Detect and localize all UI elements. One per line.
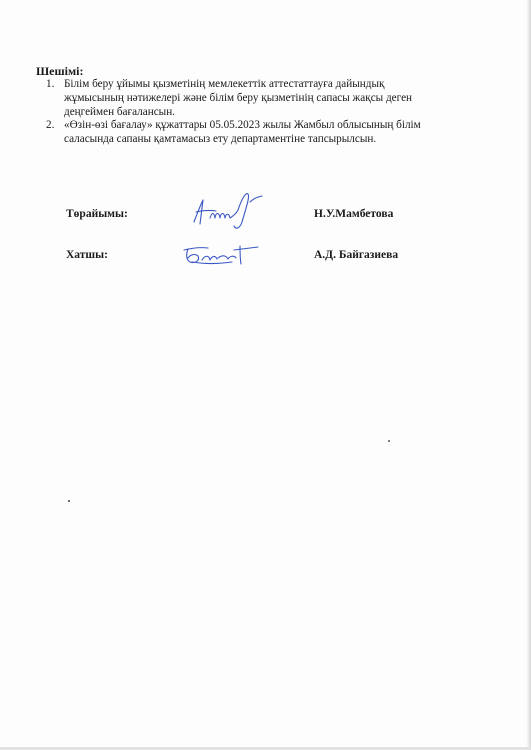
secretary-signature-row <box>0 240 531 290</box>
secretary-handwritten-signature <box>178 240 260 270</box>
page-edge-shadow <box>526 0 531 750</box>
chair-handwritten-signature <box>188 188 266 232</box>
decision-item-line: Білім беру ұйымы қызметінің мемлекеттік аттестаттауға дайындық <box>64 78 385 90</box>
decision-item <box>44 78 484 119</box>
chair-title: Төрайымы: <box>66 208 128 220</box>
decision-heading: Шешімі: <box>36 64 84 78</box>
scan-speck <box>68 500 70 502</box>
secretary-name: А.Д. Байгазиева <box>314 249 399 261</box>
decision-item-number: 1. <box>46 78 55 90</box>
secretary-title: Хатшы: <box>66 249 108 261</box>
decision-item <box>44 119 484 147</box>
decision-item-line: деңгеймен бағалансын. <box>64 105 175 118</box>
decision-item-line: жұмысының нәтижелері және білім беру қызметінің сапасы жақсы деген <box>64 91 413 104</box>
decision-item-line: «Өзін-өзі бағалау» құжаттары 05.05.2023 жылы Жамбыл облысының білім <box>64 119 421 132</box>
chair-signature-row <box>0 188 531 238</box>
decision-list <box>44 78 484 147</box>
decision-item-number: 2. <box>46 119 55 132</box>
chair-name: Н.У.Мамбетова <box>314 208 394 220</box>
decision-item-line: саласында сапаны қамтамасыз ету департаментіне тапсырылсын. <box>64 133 377 146</box>
scan-speck <box>388 440 390 442</box>
